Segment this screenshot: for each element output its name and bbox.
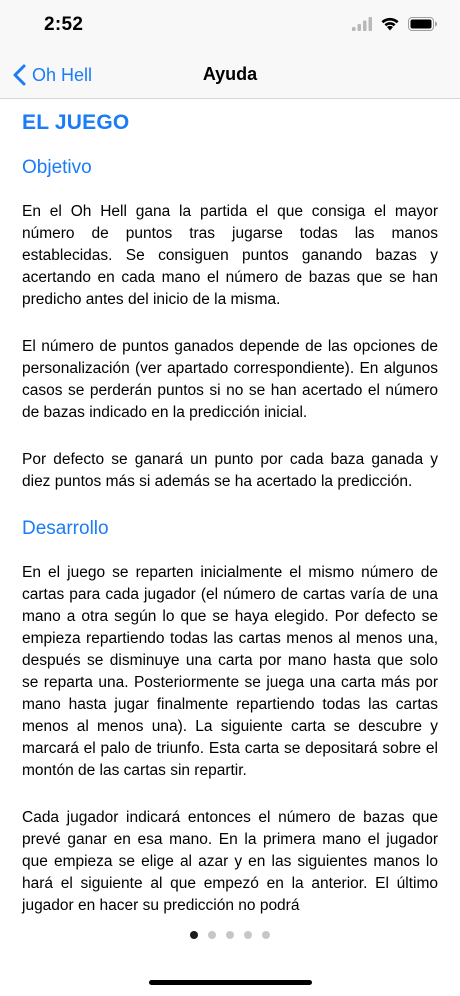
subsection-title-desarrollo: Desarrollo	[22, 518, 109, 539]
status-time: 2:52	[44, 14, 84, 35]
page-dot[interactable]	[208, 931, 216, 939]
page-indicator[interactable]	[0, 931, 460, 939]
page-title: Ayuda	[202, 64, 258, 84]
page-dot[interactable]	[190, 931, 198, 939]
signal-icon	[352, 17, 372, 31]
status-icons	[352, 16, 438, 31]
status-bar	[0, 0, 460, 52]
section-title: EL JUEGO	[22, 111, 130, 134]
page-dot[interactable]	[226, 931, 234, 939]
navigation-bar	[0, 52, 460, 99]
page-dot[interactable]	[244, 931, 252, 939]
paragraph: En el juego se reparten inicialmente el mismo número de cartas para cada jugador (el número de cartas varía de una mano a otra según lo que se haya elegido. Por defecto se empieza repartiendo todas las cartas menos al menos una, después se disminuye una carta por mano hasta que solo se reparta una. Posteriormente se juega una carta más por mano hasta jugar finalmente repartiendo todas las cartas menos al menos una). La siguiente carta se descubre y marcará el palo de triunfo. Esta carta se depositará sobre el montón de las cartas sin repartir.	[22, 564, 438, 779]
back-button-label: Oh Hell	[32, 64, 93, 85]
paragraph: Por defecto se ganará un punto por cada baza ganada y diez puntos más si además se ha acertado la predicción.	[22, 451, 438, 490]
help-content[interactable]	[0, 99, 460, 914]
battery-icon	[408, 17, 438, 31]
paragraph: El número de puntos ganados depende de las opciones de personalización (ver apartado correspondiente). En algunos casos se perderán puntos si no se han acertado el número de bazas indicado en la predicción inicial.	[22, 338, 438, 421]
wifi-icon	[380, 16, 400, 31]
subsection-title-objetivo: Objetivo	[22, 157, 92, 178]
paragraph: Cada jugador indicará entonces el número de bazas que prevé ganar en esa mano. En la primera mano el jugador que empieza se elige al azar y en las siguientes manos lo hará el siguiente al que empezó en la anterior. El último jugador en hacer su predicción no podrá	[22, 809, 438, 914]
home-indicator[interactable]	[149, 980, 312, 985]
page-dot[interactable]	[262, 931, 270, 939]
paragraph: En el Oh Hell gana la partida el que consiga el mayor número de puntos tras jugarse todas las manos establecidas. Se consiguen puntos ganando bazas y acertando en cada mano el número de bazas que se han predicho antes del inicio de la misma.	[22, 203, 438, 308]
